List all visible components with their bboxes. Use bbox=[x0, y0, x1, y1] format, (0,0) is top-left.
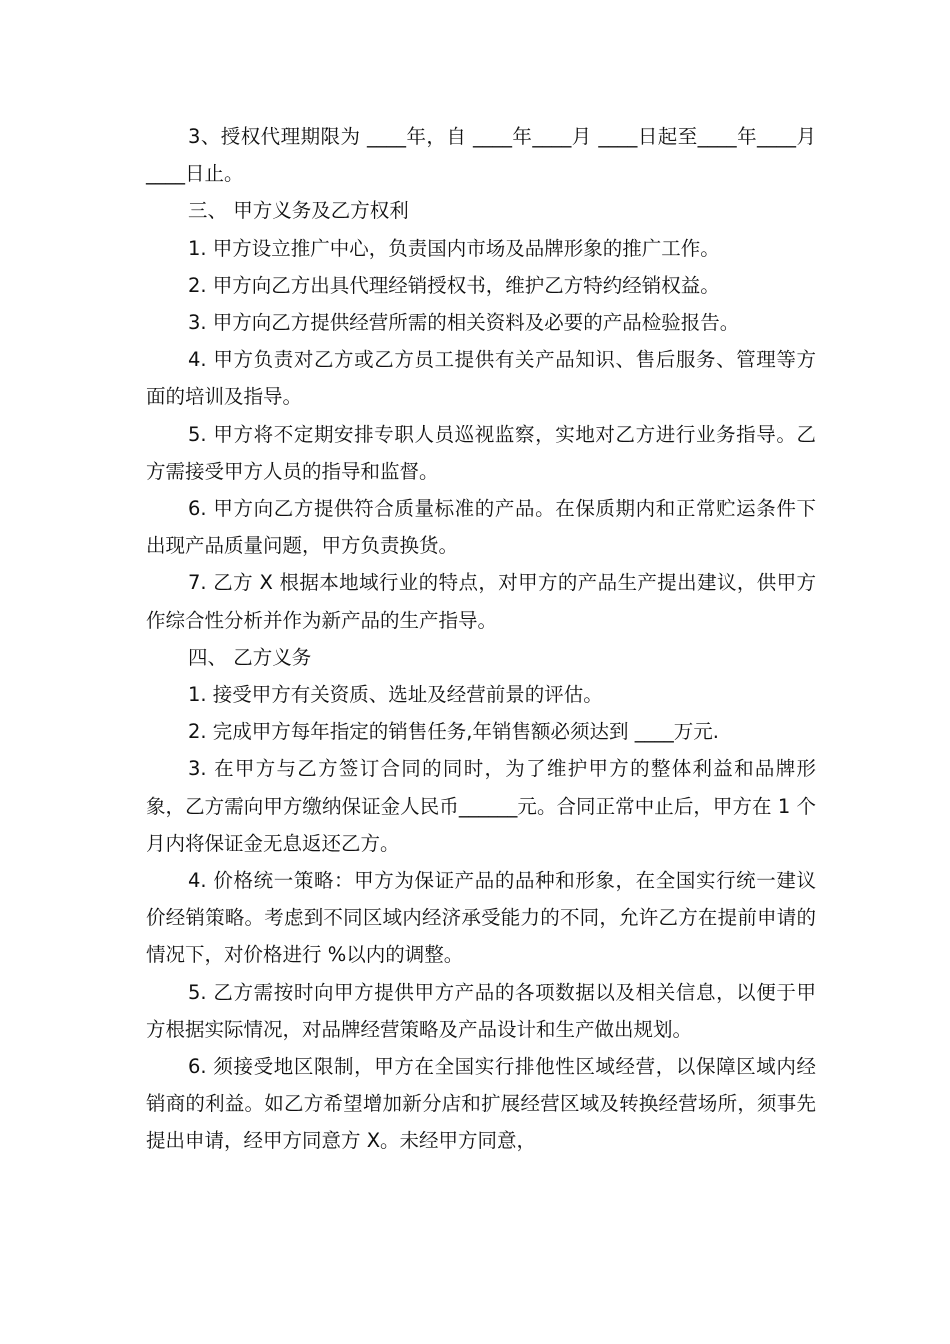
clause-3-7: 7. 乙方 X 根据本地域行业的特点，对甲方的产品生产提出建议，供甲方作综合性分析并作为新产品的生产指导。 bbox=[146, 571, 816, 632]
document-body bbox=[146, 118, 816, 1160]
clause-3-5: 5. 甲方将不定期安排专职人员巡视监察，实地对乙方进行业务指导。乙方需接受甲方人员的指导和监督。 bbox=[146, 422, 816, 483]
section-heading-3: 三、 甲方义务及乙方权利 bbox=[188, 199, 409, 223]
clause-3-1: 1. 甲方设立推广中心，负责国内市场及品牌形象的推广工作。 bbox=[188, 236, 720, 260]
clause-3-4: 4. 甲方负责对乙方或乙方员工提供有关产品知识、售后服务、管理等方面的培训及指导。 bbox=[146, 348, 816, 409]
section-heading-4: 四、 乙方义务 bbox=[188, 645, 312, 669]
clause-3-6: 6. 甲方向乙方提供符合质量标准的产品。在保质期内和正常贮运条件下出现产品质量问题，甲方负责换货。 bbox=[146, 497, 816, 558]
clause-4-3: 3. 在甲方与乙方签订合同的同时，为了维护甲方的整体利益和品牌形象，乙方需向甲方缴纳保证金人民币______元。合同正常中止后，甲方在 1 个月内将保证金无息返还乙方。 bbox=[146, 757, 816, 855]
clause-authorization-period: 3、授权代理期限为 ____年，自 ____年____月 ____日起至____年____月 ____日止。 bbox=[146, 125, 816, 186]
clause-4-1: 1. 接受甲方有关资质、选址及经营前景的评估。 bbox=[188, 683, 603, 707]
clause-4-4: 4. 价格统一策略：甲方为保证产品的品种和形象，在全国实行统一建议价经销策略。考虑到不同区域内经济承受能力的不同，允许乙方在提前申请的情况下，对价格进行 %以内的调整。 bbox=[146, 869, 816, 967]
clause-4-2: 2. 完成甲方每年指定的销售任务,年销售额必须达到 ____万元. bbox=[188, 720, 719, 744]
clause-3-2: 2. 甲方向乙方出具代理经销授权书，维护乙方特约经销权益。 bbox=[188, 273, 720, 297]
clause-3-3: 3. 甲方向乙方提供经营所需的相关资料及必要的产品检验报告。 bbox=[188, 311, 740, 335]
clause-4-5: 5. 乙方需按时向甲方提供甲方产品的各项数据以及相关信息，以便于甲方根据实际情况，对品牌经营策略及产品设计和生产做出规划。 bbox=[146, 980, 816, 1041]
clause-4-6: 6. 须接受地区限制，甲方在全国实行排他性区域经营，以保障区域内经销商的利益。如乙方希望增加新分店和扩展经营区域及转换经营场所，须事先提出申请，经甲方同意方 X。未经甲方同意， bbox=[146, 1055, 816, 1153]
